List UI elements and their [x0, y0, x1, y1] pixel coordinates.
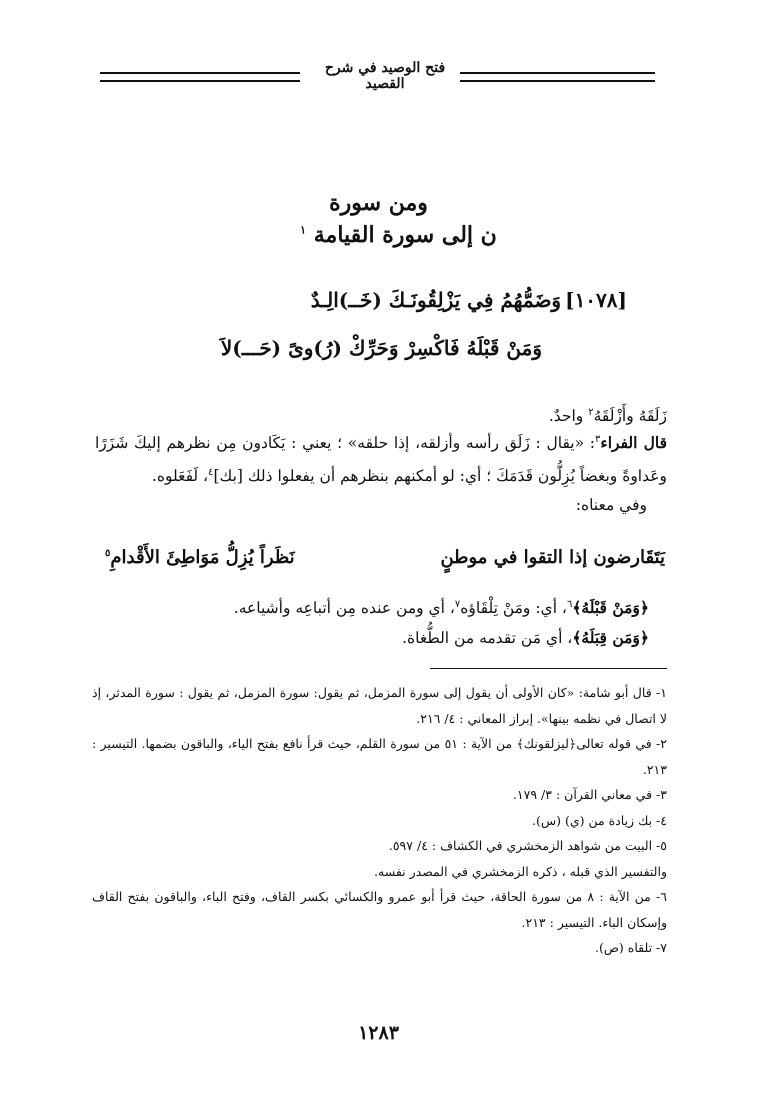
commentary-line [95, 623, 649, 653]
chapter-title-text: ن إلى سورة القيامة [313, 222, 497, 248]
footnote: ٢- في قوله تعالى﴿ليزلقونك﴾ من الآية : ٥١ من سورة القلم، حيث قرأ نافع بفتح الياء، والباقون بضمها. التيسير : ٢١٣. [92, 736, 667, 777]
chapter-title-line1: ومن سورة [329, 190, 428, 216]
footnote-ref: ١ [300, 223, 307, 237]
footnote: ٦- من الآية : ٨ من سورة الحاقة، حيث قرأ أبو عمرو والكسائي بكسر القاف، وفتح الباء، والباقون بفتح القاف وإسكان الباء. التيسير : ٢١٣. [92, 889, 667, 930]
quran-quote: ﴿وَمَنْ قَبْلَهُ﴾ [572, 598, 649, 618]
commentary-text: : «يقال : زَلَق رأسه وأزلقه، إذا حلقه» ؛ يعني : يَكَادون مِن نظرهم إليكَ شَزَرًا وعَداوةً وبغضاً يُزِلُّون قَدَمَكَ ؛ أي: لو أمكنهم بنظرهم أن يفعلوا ذلك [بك] [95, 434, 667, 486]
commentary-text: ، أي: ومَنْ تِلْقَاؤه [460, 599, 567, 618]
verse-number: [١٠٧٨] [565, 288, 627, 312]
footnote: ٣- في معاني القرآن : ٣/ ١٧٩. [512, 787, 667, 802]
footnote-ref: ٣ [595, 434, 601, 445]
poem-hemistich-1: يَتَقَارضون إذا التقوا في موطنٍ [440, 547, 665, 568]
running-header [100, 60, 655, 90]
footnote-ref: ٤ [208, 467, 214, 479]
commentary-text: واحدٌ. [548, 407, 589, 426]
chapter-title-line2 [280, 222, 517, 248]
commentary-line [95, 590, 649, 623]
poem-hemistich-text: نَظَراً يُزِلُّ مَوَاطِئَ الأَقْدامِ [110, 547, 295, 568]
verse-text-1: وَضَمُّهُمُ فِي يَزْلِقُونَـكَ (خَــ)الِـدٌ [310, 288, 562, 312]
citation-label: قال الفراء [600, 433, 668, 453]
footnote: ٧- تلقاه (ص). [594, 940, 667, 955]
commentary-line: وفي معناه: [575, 496, 647, 515]
footnote-separator [430, 668, 667, 669]
commentary-text: زَلَقَهُ وأَزْلَقَهُ [593, 407, 667, 426]
header-rule-right [460, 72, 655, 82]
footnote-ref: ٥ [105, 548, 111, 559]
footnote-ref: ٧ [454, 599, 461, 610]
commentary-paragraph [95, 590, 649, 653]
verse-line-1 [311, 288, 627, 312]
commentary-text: ، أي مَن تقدمه من الطُّغاة. [402, 629, 573, 648]
header-rule-left [100, 72, 300, 82]
footnote: ١- قال أبو شامة: «كان الأولى أن يقول إلى سورة المزمل، ثم يقول: سورة المزمل، ثم يقول : سورة المدثر، إذ لا اتصال في نظمه بينها». إبراز المعاني : ٤/ ٢١٦. [92, 685, 667, 726]
footnote: ٥- البيت من شواهد الزمخشري في الكشاف : ٤/ ٥٩٧. [388, 838, 667, 853]
commentary-paragraph [95, 425, 667, 520]
commentary-text: ، أي ومن عنده مِن أتباعِه وأشياعه. [233, 599, 455, 618]
footnote-ref: ٢ [588, 407, 594, 418]
page-number: ١٢٨٣ [358, 1022, 399, 1044]
verse-line-2: وَمَنْ قَبْلَهُ فَاكْسِرْ وَحَرِّكْ (رُ)وىً (حَـــ)لاَ [220, 336, 542, 360]
poem-hemistich-2 [105, 547, 295, 568]
footnote: ٤- بك زيادة من (ي) (س). [532, 812, 667, 828]
commentary-text: ، لَفَعَلوه. [151, 467, 209, 486]
footnotes [92, 680, 667, 961]
footnote: والتفسير الذي قبله ، ذكره الزمخشري في المصدر نفسه. [374, 863, 667, 879]
footnote-ref: ٦ [566, 599, 573, 610]
header-title: فتح الوصيد في شرح القصيد [324, 60, 446, 92]
poem-verse [105, 547, 665, 581]
quran-quote: ﴿وَمَن قِبَلَهُ﴾ [572, 628, 649, 648]
